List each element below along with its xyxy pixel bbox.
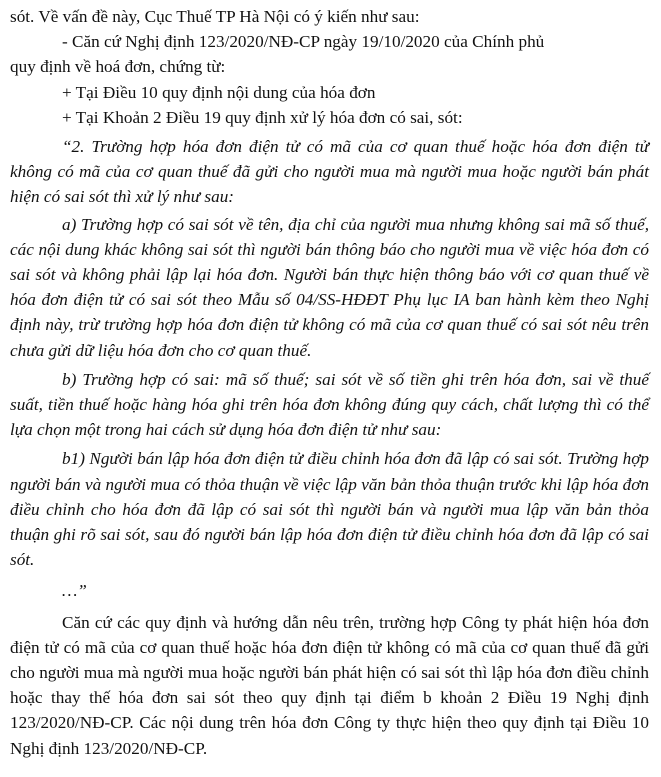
basis-line: - Căn cứ Nghị định 123/2020/NĐ-CP ngày 19/10/2020 của Chính phủ xyxy=(62,32,545,52)
quote-end: …” xyxy=(62,581,87,601)
quote-point-b1: b1) Người bán lập hóa đơn điện tử điều chỉnh hóa đơn đã lập có sai sót. Trường hợp người bán và người mua có thỏa thuận về việc lập văn bản thỏa thuận trước khi lập hóa đơn điều chỉnh cho hóa đơn đã lập có sai sót thì người bán và người mua lập văn bản thỏa thuận ghi rõ sai sót, sau đó người bán lập hóa đơn điện tử điều chỉnh hóa đơn đã lập có sai sót. xyxy=(10,449,649,570)
article-10-line: + Tại Điều 10 quy định nội dung của hóa đơn xyxy=(62,82,376,102)
article-19-line: + Tại Khoản 2 Điều 19 quy định xử lý hóa đơn có sai, sót: xyxy=(62,107,463,127)
quote-point-b: b) Trường hợp có sai: mã số thuế; sai sót về số tiền ghi trên hóa đơn, sai về thuế suất, tiền thuế hoặc hàng hóa ghi trên hóa đơn không đúng quy cách, chất lượng thì có thể lựa chọn một trong hai cách sử dụng hóa đơn điện tử như sau: xyxy=(10,369,649,440)
quote-point-a: a) Trường hợp có sai sót về tên, địa chỉ của người mua nhưng không sai mã số thuế, các nội dung khác không sai sót thì người bán thông báo cho người mua về việc hóa đơn có sai sót và không phải lập lại hóa đơn. Người bán thực hiện thông báo với cơ quan thuế về hóa đơn điện tử có sai sót theo Mẫu số 04/SS-HĐĐT Phụ lục IA ban hành kèm theo Nghị định này, trừ trường hợp hóa đơn điện tử không có mã của cơ quan thuế có sai sót nêu trên chưa gửi dữ liệu hóa đơn cho cơ quan thuế. xyxy=(10,214,649,360)
intro-line: sót. Về vấn đề này, Cục Thuế TP Hà Nội có ý kiến như sau: xyxy=(10,7,420,26)
conclusion-paragraph: Căn cứ các quy định và hướng dẫn nêu trên, trường hợp Công ty phát hiện hóa đơn điện tử có mã của cơ quan thuế hoặc hóa đơn điện tử không có mã của cơ quan thuế đã gửi cho người mua mà người mua hoặc người bán phát hiện có sai sót thì lập hóa đơn điều chỉnh hoặc thay thế hóa đơn sai sót theo quy định tại điểm b khoản 2 Điều 19 Nghị định 123/2020/NĐ-CP. Các nội dung trên hóa đơn Công ty thực hiện theo quy định tại Điều 10 Nghị định 123/2020/NĐ-CP. xyxy=(10,612,649,758)
basis-line-cont: quy định về hoá đơn, chứng từ: xyxy=(10,57,226,77)
quote-paragraph-2: “2. Trường hợp hóa đơn điện tử có mã của cơ quan thuế hoặc hóa đơn điện tử không có mã của cơ quan thuế đã gửi cho người mua mà người mua hoặc người bán phát hiện có sai sót thì xử lý như sau: xyxy=(10,137,649,207)
